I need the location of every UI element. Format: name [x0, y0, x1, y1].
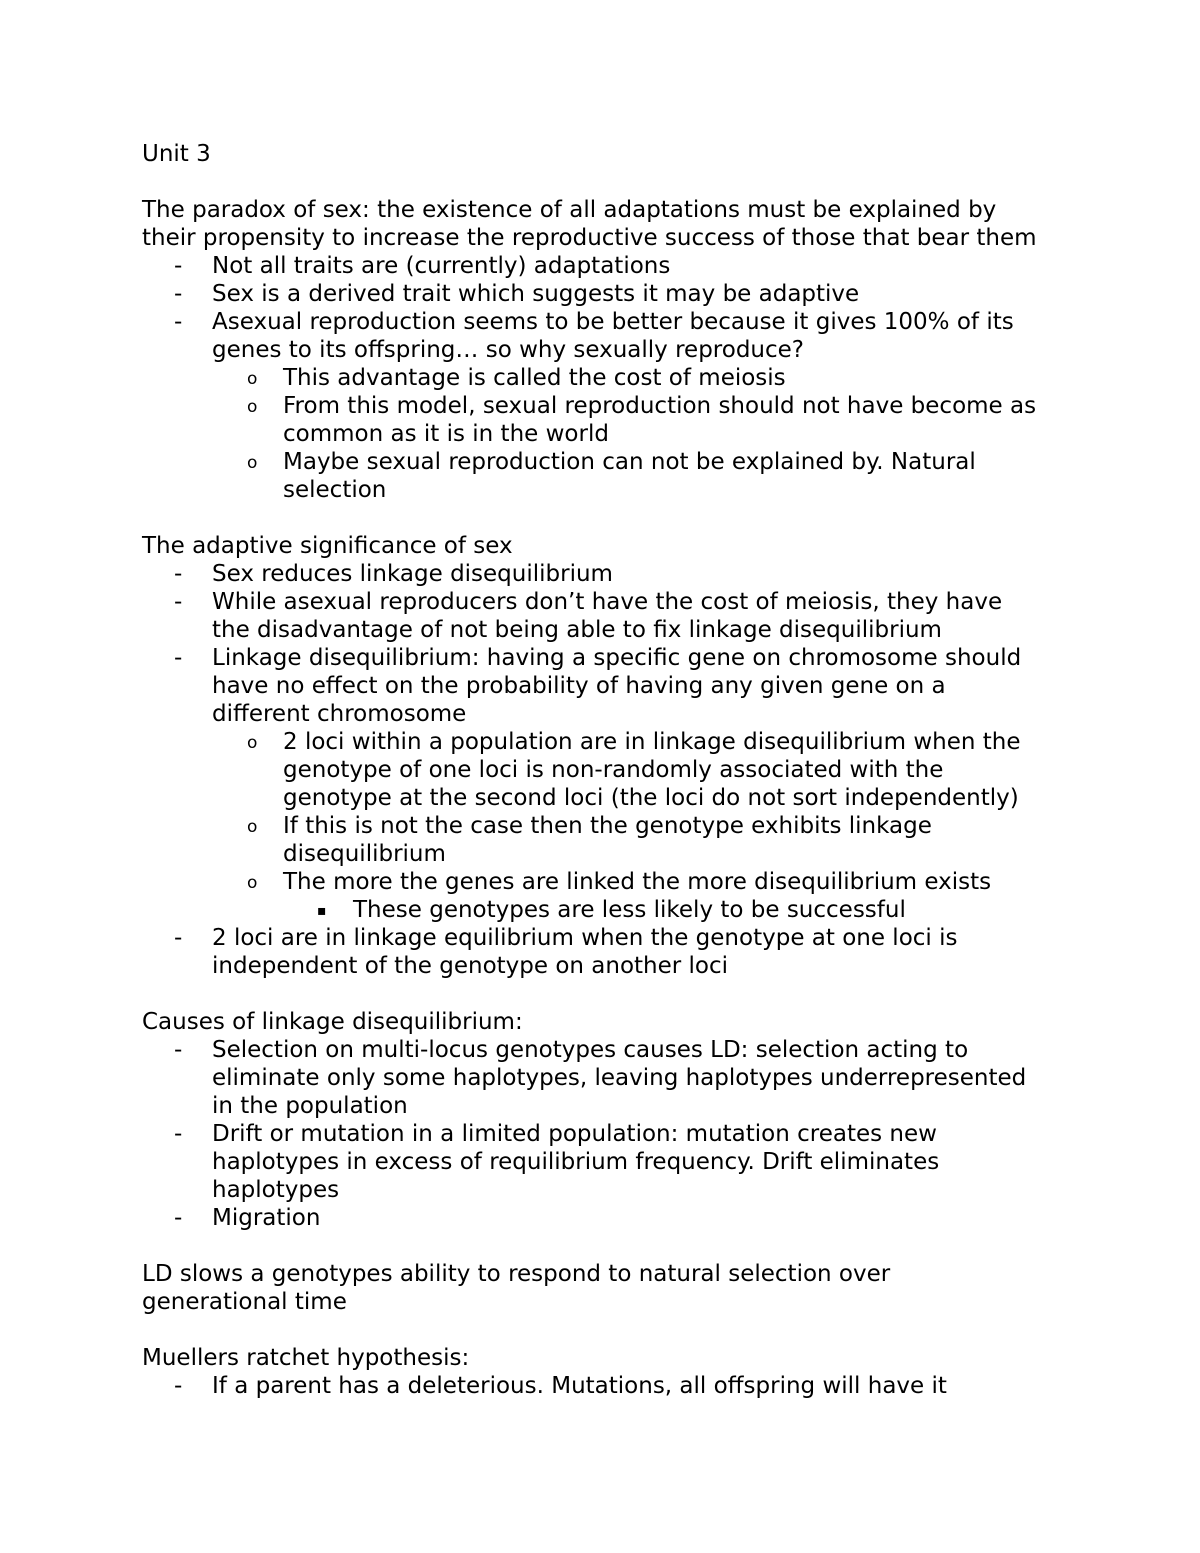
spacer — [142, 1316, 1142, 1344]
list-item-text: disequilibrium — [283, 841, 446, 867]
circle-bullet: o — [247, 873, 258, 893]
list-item-text: 2 loci are in linkage equilibrium when the genotype at one loci is — [212, 925, 958, 951]
section — [142, 1344, 1142, 1400]
list-item-level-2 — [142, 392, 1142, 448]
list-item-text: Selection on multi-locus genotypes causes LD: selection acting to — [212, 1037, 969, 1063]
list-item-level-1 — [142, 560, 1142, 588]
dash-bullet: - — [174, 309, 183, 335]
section-heading: Causes of linkage disequilibrium: — [142, 1009, 523, 1035]
list-item-text: Maybe sexual reproduction can not be explained by. Natural — [283, 449, 976, 475]
section-heading-continued: generational time — [142, 1289, 347, 1315]
list-item-level-1 — [142, 308, 1142, 364]
list-item-level-1 — [142, 280, 1142, 308]
section — [142, 1260, 1142, 1316]
spacer — [142, 168, 1142, 196]
dash-bullet: - — [174, 561, 183, 587]
list-item-text: Asexual reproduction seems to be better because it gives 100% of its — [212, 309, 1014, 335]
spacer — [142, 1232, 1142, 1260]
section — [142, 196, 1142, 504]
circle-bullet: o — [247, 397, 258, 417]
list-item-text: haplotypes — [212, 1177, 340, 1203]
section-heading: Muellers ratchet hypothesis: — [142, 1345, 470, 1371]
list-item-level-1 — [142, 1120, 1142, 1204]
list-item-text: The more the genes are linked the more disequilibrium exists — [283, 869, 992, 895]
dash-bullet: - — [174, 1121, 183, 1147]
list-item-text: selection — [283, 477, 387, 503]
list-item-text: If this is not the case then the genotype exhibits linkage — [283, 813, 932, 839]
list-item-level-1 — [142, 588, 1142, 644]
list-item-text: Drift or mutation in a limited population: mutation creates new — [212, 1121, 937, 1147]
list-item-text: eliminate only some haplotypes, leaving haplotypes underrepresented — [212, 1065, 1027, 1091]
list-item-text: From this model, sexual reproduction should not have become as — [283, 393, 1037, 419]
list-item-level-1 — [142, 1372, 1142, 1400]
section-heading: LD slows a genotypes ability to respond to natural selection over — [142, 1261, 891, 1287]
list-item-text: Sex reduces linkage disequilibrium — [212, 561, 613, 587]
section-heading-continued: their propensity to increase the reproductive success of those that bear them — [142, 225, 1037, 251]
circle-bullet: o — [247, 453, 258, 473]
dash-bullet: - — [174, 1205, 183, 1231]
section — [142, 1008, 1142, 1232]
list-item-level-2 — [142, 448, 1142, 504]
section — [142, 532, 1142, 980]
list-item-level-2 — [142, 364, 1142, 392]
list-item-text: If a parent has a deleterious. Mutations, all offspring will have it — [212, 1373, 947, 1399]
list-item-level-1 — [142, 252, 1142, 280]
dash-bullet: - — [174, 253, 183, 279]
list-item-text: Migration — [212, 1205, 321, 1231]
list-item-text: Linkage disequilibrium: having a specific gene on chromosome should — [212, 645, 1022, 671]
list-item-text: Not all traits are (currently) adaptations — [212, 253, 671, 279]
dash-bullet: - — [174, 645, 183, 671]
list-item-text: independent of the genotype on another loci — [212, 953, 729, 979]
list-item-text: genotype of one loci is non-randomly associated with the — [283, 757, 944, 783]
section-heading: The adaptive significance of sex — [142, 533, 513, 559]
dash-bullet: - — [174, 589, 183, 615]
list-item-level-3 — [142, 896, 1142, 924]
list-item-level-1 — [142, 644, 1142, 728]
list-item-level-2 — [142, 812, 1142, 868]
list-item-level-1 — [142, 1036, 1142, 1120]
circle-bullet: o — [247, 369, 258, 389]
list-item-text: genotype at the second loci (the loci do not sort independently) — [283, 785, 1019, 811]
list-item-text: 2 loci within a population are in linkage disequilibrium when the — [283, 729, 1021, 755]
dash-bullet: - — [174, 925, 183, 951]
list-item-text: haplotypes in excess of requilibrium frequency. Drift eliminates — [212, 1149, 940, 1175]
square-bullet: ▪ — [317, 903, 327, 919]
list-item-text: different chromosome — [212, 701, 467, 727]
list-item-level-2 — [142, 868, 1142, 896]
list-item-text: While asexual reproducers don’t have the cost of meiosis, they have — [212, 589, 1003, 615]
document-body — [142, 196, 1142, 1400]
spacer — [142, 504, 1142, 532]
dash-bullet: - — [174, 1373, 183, 1399]
list-item-text: in the population — [212, 1093, 408, 1119]
list-item-text: Sex is a derived trait which suggests it may be adaptive — [212, 281, 860, 307]
list-item-text: common as it is in the world — [283, 421, 609, 447]
list-item-level-1 — [142, 924, 1142, 980]
list-item-text: genes to its offspring… so why sexually reproduce? — [212, 337, 805, 363]
list-item-text: These genotypes are less likely to be successful — [353, 897, 906, 923]
spacer — [142, 980, 1142, 1008]
list-item-level-2 — [142, 728, 1142, 812]
list-item-text: have no effect on the probability of having any given gene on a — [212, 673, 946, 699]
document-page — [142, 140, 1142, 1400]
circle-bullet: o — [247, 733, 258, 753]
page-title: Unit 3 — [142, 141, 211, 167]
list-item-level-1 — [142, 1204, 1142, 1232]
circle-bullet: o — [247, 817, 258, 837]
list-item-text: the disadvantage of not being able to fix linkage disequilibrium — [212, 617, 942, 643]
dash-bullet: - — [174, 281, 183, 307]
section-heading: The paradox of sex: the existence of all adaptations must be explained by — [142, 197, 997, 223]
dash-bullet: - — [174, 1037, 183, 1063]
list-item-text: This advantage is called the cost of meiosis — [283, 365, 786, 391]
